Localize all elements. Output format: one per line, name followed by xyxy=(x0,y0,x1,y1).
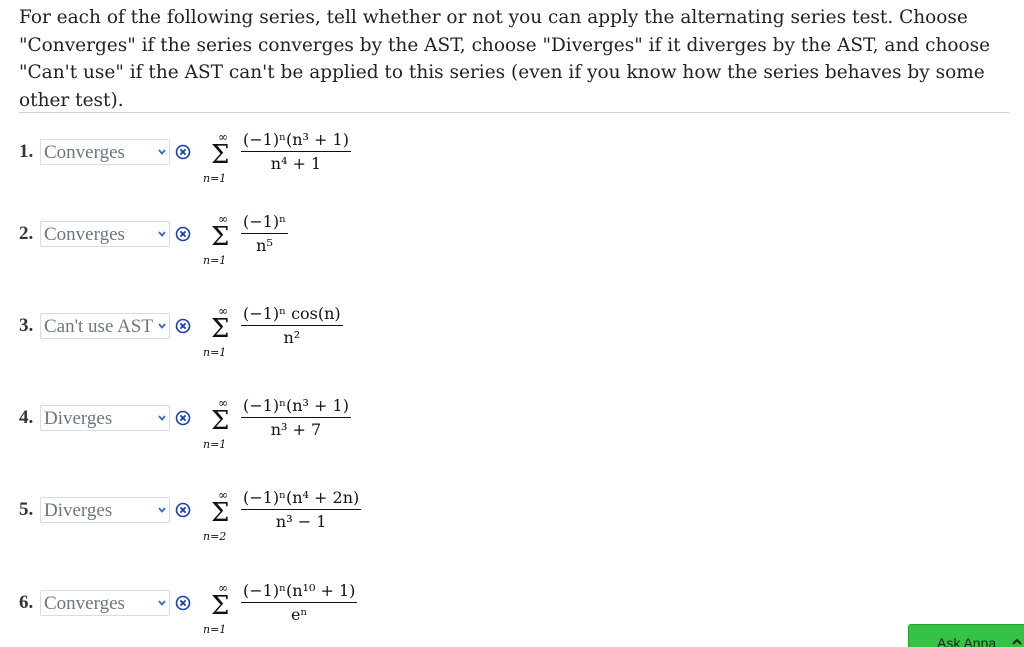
numerator: (−1)ⁿ(n⁴ + 2n) xyxy=(243,488,360,507)
selected-answer: Converges xyxy=(44,224,125,245)
sigma-symbol: Σ xyxy=(211,591,230,621)
chevron-down-icon xyxy=(157,505,167,515)
denominator: n² xyxy=(241,325,343,347)
problem-6 xyxy=(19,579,419,647)
sum-upper-limit: ∞ xyxy=(218,304,228,318)
chevron-up-icon xyxy=(1011,637,1023,647)
answer-select[interactable] xyxy=(40,221,170,247)
numerator: (−1)ⁿ(n¹⁰ + 1) xyxy=(243,581,356,600)
problem-number: 3. xyxy=(19,315,34,336)
problem-2 xyxy=(19,210,419,280)
sum-lower-limit: n=2 xyxy=(203,530,227,543)
selected-answer: Converges xyxy=(44,142,125,163)
instructions-text: For each of the following series, tell whether or not you can apply the alternating series test. Choose "Converges" if the series converges by the AST, choose "Diverges" if it diverges by the AST, and choose "Can't use" if the AST can't be applied to this series (even if you know how the series behaves by some other test). xyxy=(19,7,991,111)
numerator: (−1)ⁿ xyxy=(243,212,286,231)
sum-upper-limit: ∞ xyxy=(218,581,228,595)
problem-3 xyxy=(19,302,419,372)
sum-lower-limit: n=1 xyxy=(203,254,227,267)
series-term xyxy=(241,212,288,255)
numerator: (−1)ⁿ(n³ + 1) xyxy=(243,396,349,415)
answer-select[interactable] xyxy=(40,313,170,339)
denominator: n⁵ xyxy=(241,233,288,255)
sum-lower-limit: n=1 xyxy=(203,623,227,636)
series-term xyxy=(241,304,343,347)
sum-lower-limit: n=1 xyxy=(203,346,227,359)
chevron-down-icon xyxy=(157,413,167,423)
problem-number: 5. xyxy=(19,499,34,520)
series-term xyxy=(241,581,357,624)
sum-upper-limit: ∞ xyxy=(218,488,228,502)
denominator: n⁴ + 1 xyxy=(241,151,351,173)
chevron-down-icon xyxy=(157,598,167,608)
answer-select[interactable] xyxy=(40,590,170,616)
chevron-down-icon xyxy=(157,229,167,239)
x-circle-icon xyxy=(175,410,191,426)
numerator: (−1)ⁿ cos(n) xyxy=(243,304,341,323)
ask-anna-label: Ask Anna xyxy=(937,635,997,647)
selected-answer: Diverges xyxy=(44,500,113,521)
chevron-down-icon xyxy=(157,147,167,157)
x-circle-icon xyxy=(175,144,191,160)
sigma-symbol: Σ xyxy=(211,222,230,252)
sum-upper-limit: ∞ xyxy=(218,212,228,226)
divider xyxy=(19,112,1009,113)
sigma-symbol: Σ xyxy=(211,140,230,170)
sum-lower-limit: n=1 xyxy=(203,438,227,451)
answer-select[interactable] xyxy=(40,405,170,431)
denominator: n³ − 1 xyxy=(241,509,361,531)
denominator: eⁿ xyxy=(241,602,357,624)
selected-answer: Converges xyxy=(44,593,125,614)
problem-4 xyxy=(19,394,419,464)
denominator: n³ + 7 xyxy=(241,417,351,439)
problem-number: 1. xyxy=(19,141,34,162)
selected-answer: Diverges xyxy=(44,408,113,429)
answer-select[interactable] xyxy=(40,497,170,523)
problem-number: 6. xyxy=(19,592,34,613)
sum-lower-limit: n=1 xyxy=(203,172,227,185)
problem-1 xyxy=(19,128,419,198)
problem-number: 2. xyxy=(19,223,34,244)
numerator: (−1)ⁿ(n³ + 1) xyxy=(243,130,349,149)
series-term xyxy=(241,488,361,531)
x-circle-icon xyxy=(175,226,191,242)
sigma-symbol: Σ xyxy=(211,314,230,344)
ask-anna-button[interactable] xyxy=(908,624,1024,647)
sum-upper-limit: ∞ xyxy=(218,130,228,144)
sigma-symbol: Σ xyxy=(211,406,230,436)
x-circle-icon xyxy=(175,595,191,611)
series-term xyxy=(241,130,351,173)
answer-select[interactable] xyxy=(40,139,170,165)
x-circle-icon xyxy=(175,318,191,334)
sum-upper-limit: ∞ xyxy=(218,396,228,410)
series-term xyxy=(241,396,351,439)
problem-5 xyxy=(19,486,419,556)
problem-number: 4. xyxy=(19,407,34,428)
x-circle-icon xyxy=(175,502,191,518)
sigma-symbol: Σ xyxy=(211,498,230,528)
chevron-down-icon xyxy=(157,321,167,331)
selected-answer: Can't use AST xyxy=(44,316,153,337)
